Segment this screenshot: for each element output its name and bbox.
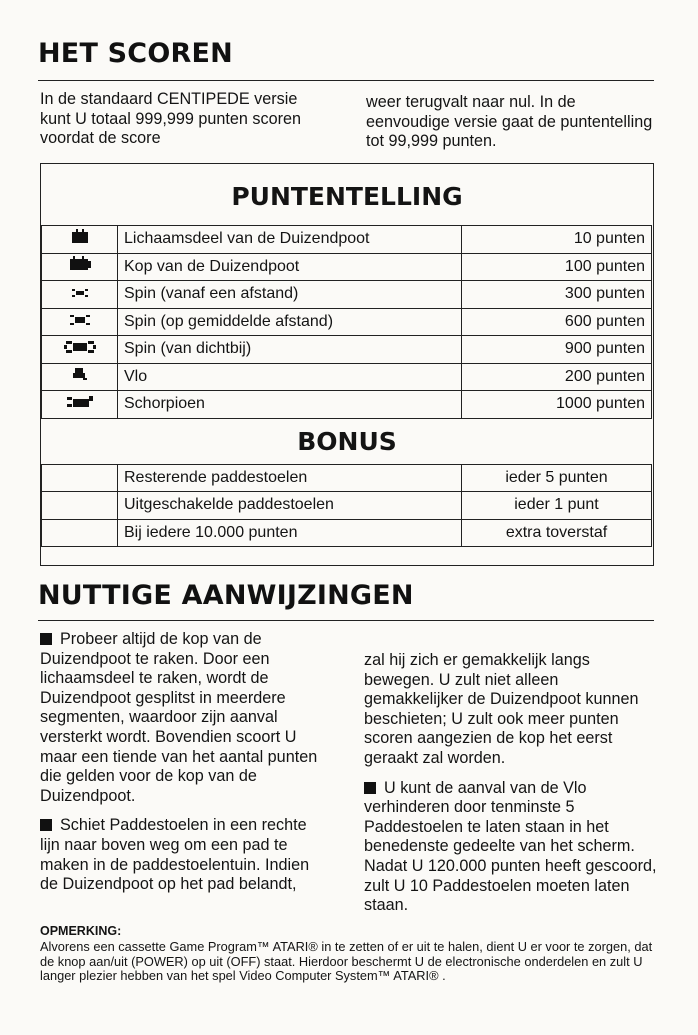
points-row — [42, 391, 652, 419]
bullet-square-icon — [364, 782, 376, 794]
spider-small-icon — [71, 285, 89, 303]
points-row — [42, 226, 652, 254]
points-row-icon-cell — [42, 391, 118, 419]
points-row-label: Spin (vanaf een afstand) — [118, 281, 462, 309]
bonus-row — [42, 519, 652, 547]
points-row-icon-cell — [42, 281, 118, 309]
points-table — [41, 225, 652, 419]
bonus-row-empty-cell — [42, 519, 118, 547]
points-row-icon-cell — [42, 253, 118, 281]
points-row-value: 600 punten — [462, 308, 652, 336]
bonus-row-label: Resterende paddestoelen — [118, 464, 462, 492]
heading-rule — [38, 80, 654, 81]
centipede-head-icon — [67, 256, 93, 277]
points-row-label: Lichaamsdeel van de Duizendpoot — [118, 226, 462, 254]
points-table-title: PUNTENTELLING — [231, 182, 463, 211]
tip-text: U kunt de aanval van de Vlo verhinderen door tenminste 5 Paddestoelen te laten staan in het benedenste gedeelte van het scherm. Nadat U 120.000 punten heeft gescoord, zult U 10 Paddestoelen moeten laten staan. — [364, 778, 657, 915]
points-row-icon-cell — [42, 336, 118, 364]
points-row-value: 300 punten — [462, 281, 652, 309]
points-row-value: 900 punten — [462, 336, 652, 364]
note-text: Alvorens een cassette Game Program™ ATARI® in te zetten of er uit te halen, dient U er voor te zorgen, dat de knop aan/uit (POWER) op uit (OFF) staat. Hierdoor beschermt U de electronische onderdelen en zult U langer plezier hebben van het spel Video Computer System™ ATARI® . — [40, 939, 653, 983]
points-row-label: Kop van de Duizendpoot — [118, 253, 462, 281]
points-row — [42, 308, 652, 336]
note-title: OPMERKING: — [40, 924, 122, 938]
bonus-row-value: extra toverstaf — [462, 519, 652, 547]
bonus-row-value: ieder 1 punt — [462, 492, 652, 520]
points-row-value: 200 punten — [462, 363, 652, 391]
points-row-icon-cell — [42, 308, 118, 336]
tip-text: zal hij zich er gemakkelijk langs bewegen. U zult niet alleen gemakkelijker de Duizendpoot kunnen beschieten; U zult ook meer punten scoren aangezien de kop het eerst geraakt zal worden. — [364, 651, 639, 767]
bonus-table — [41, 464, 652, 548]
scoring-text-right: weer terugvalt naar nul. In de eenvoudige versie gaat de puntentelling tot 99,999 punten. — [366, 93, 653, 151]
points-row-label: Vlo — [118, 363, 462, 391]
flea-icon — [71, 367, 89, 386]
tip-paragraph — [40, 816, 330, 894]
tip-paragraph — [40, 630, 330, 806]
points-row — [42, 336, 652, 364]
bonus-row — [42, 492, 652, 520]
bullet-square-icon — [40, 819, 52, 831]
points-row-value: 1000 punten — [462, 391, 652, 419]
spider-medium-icon — [69, 313, 91, 331]
bonus-row-value: ieder 5 punten — [462, 464, 652, 492]
tip-paragraph — [364, 779, 660, 916]
points-row-value: 10 punten — [462, 226, 652, 254]
points-row — [42, 253, 652, 281]
tip-paragraph — [364, 651, 660, 769]
bonus-title: BONUS — [297, 426, 397, 456]
centipede-body-segment-icon — [68, 229, 92, 250]
section-heading-tips: NUTTIGE AANWIJZINGEN — [38, 580, 414, 611]
bonus-row-empty-cell — [42, 464, 118, 492]
points-row-icon-cell — [42, 363, 118, 391]
bonus-row-empty-cell — [42, 492, 118, 520]
scorpion-icon — [65, 395, 95, 414]
bullet-square-icon — [40, 633, 52, 645]
heading-rule — [38, 620, 654, 621]
points-row-label: Spin (op gemiddelde afstand) — [118, 308, 462, 336]
section-heading-scoring: HET SCOREN — [38, 38, 233, 69]
points-row-label: Spin (van dichtbij) — [118, 336, 462, 364]
points-table-box — [40, 163, 654, 566]
bonus-row-label: Uitgeschakelde paddestoelen — [118, 492, 462, 520]
tip-text: Probeer altijd de kop van de Duizendpoot te raken. Door een lichaamsdeel te raken, wordt de Duizendpoot gesplitst in meerdere segmenten, waardoor zijn aanval versterkt wordt. Bovendien scoort U maar een tiende van het aantal punten die gelden voor de kop van de Duizendpoot. — [40, 630, 318, 805]
tip-text: Schiet Paddestoelen in een rechte lijn naar boven weg om een pad te maken in de paddestoelentuin. Indien de Duizendpoot op het pad belandt, — [40, 816, 310, 894]
points-row-label: Schorpioen — [118, 391, 462, 419]
points-row — [42, 363, 652, 391]
tips-column-left — [40, 630, 330, 905]
spider-large-icon — [64, 340, 96, 359]
bonus-row-label: Bij iedere 10.000 punten — [118, 519, 462, 547]
tips-column-right — [364, 651, 660, 926]
points-row-icon-cell — [42, 226, 118, 254]
scoring-text-left: In de standaard CENTIPEDE versie kunt U totaal 999,999 punten scoren voordat de score — [40, 90, 301, 148]
points-row — [42, 281, 652, 309]
points-row-value: 100 punten — [462, 253, 652, 281]
bonus-row — [42, 464, 652, 492]
